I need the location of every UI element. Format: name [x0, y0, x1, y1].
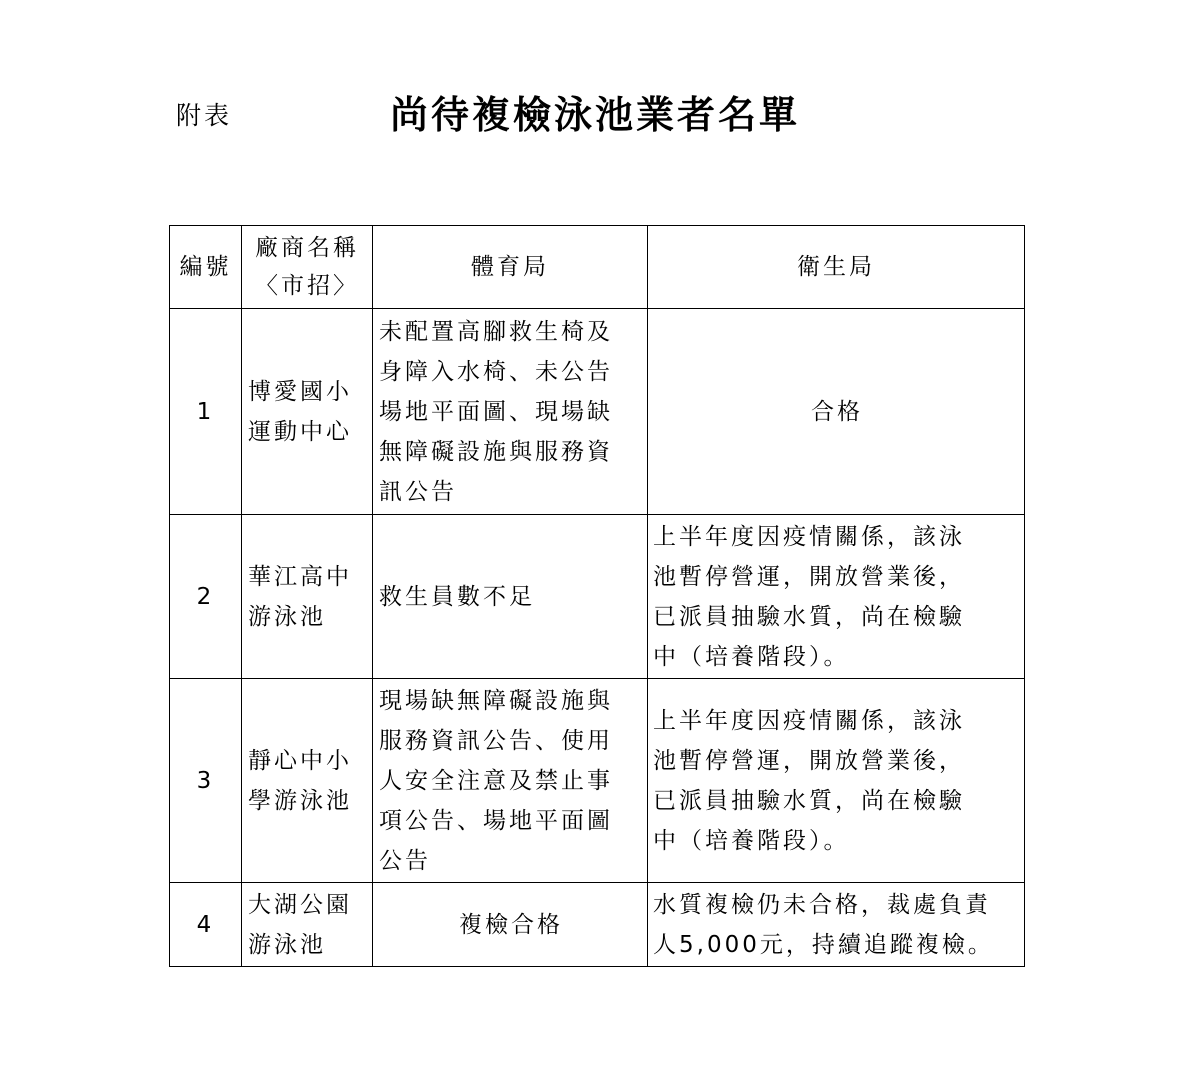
- row-sports-bureau: 救生員數不足: [373, 515, 648, 679]
- header-sports-bureau: 體育局: [373, 226, 648, 309]
- row-sports-bureau: 現場缺無障礙設施與 服務資訊公告、使用 人安全注意及禁止事 項公告、場地平面圖 公告: [373, 679, 648, 883]
- header-health-bureau: 衛生局: [648, 226, 1025, 309]
- attachment-label: 附表: [176, 101, 233, 130]
- row-vendor: 大湖公園 游泳池: [242, 883, 373, 967]
- table-header-row: [170, 226, 1025, 309]
- header-vendor: 廠商名稱 〈市招〉: [242, 226, 373, 309]
- row-number: 1: [170, 309, 242, 515]
- row-vendor: 靜心中小 學游泳池: [242, 679, 373, 883]
- table-row: [170, 679, 1025, 883]
- table-row: [170, 309, 1025, 515]
- table-row: [170, 883, 1025, 967]
- table-row: [170, 515, 1025, 679]
- row-health-bureau: 上半年度因疫情關係，該泳 池暫停營運，開放營業後， 已派員抽驗水質，尚在檢驗 中（培養階段）。: [648, 515, 1025, 679]
- row-sports-bureau: 複檢合格: [373, 883, 648, 967]
- row-health-bureau: 上半年度因疫情關係，該泳 池暫停營運，開放營業後， 已派員抽驗水質，尚在檢驗 中（培養階段）。: [648, 679, 1025, 883]
- vendor-table: [169, 225, 1025, 967]
- row-sports-bureau: 未配置高腳救生椅及 身障入水椅、未公告 場地平面圖、現場缺 無障礙設施與服務資 訊公告: [373, 309, 648, 515]
- row-number: 3: [170, 679, 242, 883]
- document-title: 尚待複檢泳池業者名單: [390, 93, 801, 137]
- row-vendor: 博愛國小 運動中心: [242, 309, 373, 515]
- row-number: 4: [170, 883, 242, 967]
- row-vendor: 華江高中 游泳池: [242, 515, 373, 679]
- row-number: 2: [170, 515, 242, 679]
- header-number: 編號: [170, 226, 242, 309]
- row-health-bureau: 水質複檢仍未合格，裁處負責 人5,000元，持續追蹤複檢。: [648, 883, 1025, 967]
- row-health-bureau: 合格: [648, 309, 1025, 515]
